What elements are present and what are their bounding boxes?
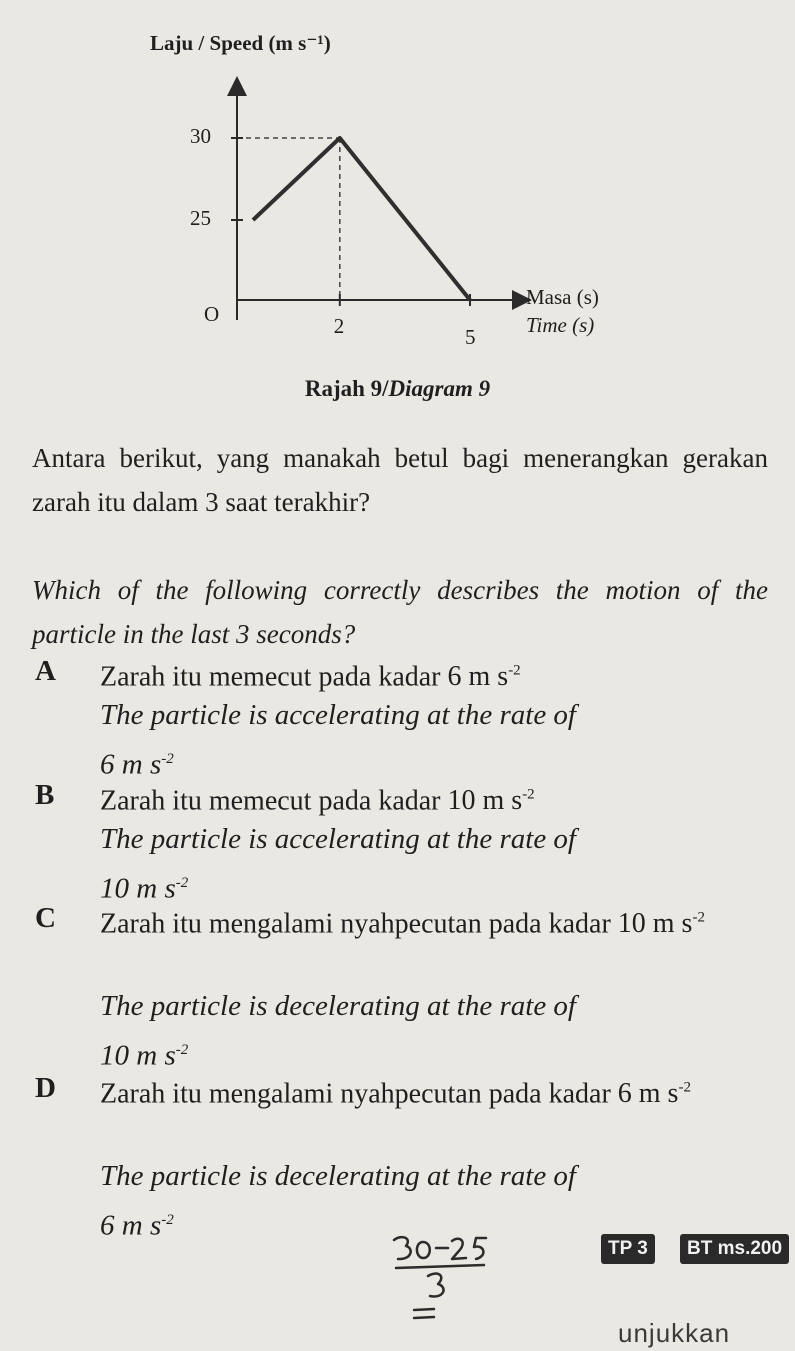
option-a-text-ms: Zarah itu memecut pada kadar 6 m $s^{-2}$	[100, 661, 521, 693]
handwritten-working	[388, 1232, 498, 1327]
tp-level-badge: TP 3	[601, 1234, 655, 1264]
speed-series-line	[253, 138, 470, 300]
option-d-letter: D	[35, 1072, 56, 1104]
y-tick-label-30: 30	[190, 124, 211, 148]
caption-ms: Rajah 9	[304, 376, 383, 401]
option-a-text-en: The particle is accelerating at the rate of 6 m $s^{-2}$	[100, 699, 576, 781]
option-d-text-en: The particle is decelerating at the rate of 6 m $s^{-2}$	[100, 1160, 576, 1242]
option-b-text-en: The particle is accelerating at the rate of 10 m $s^{-2}$	[100, 823, 576, 905]
y-axis-title: Laju / Speed (m s⁻¹)	[150, 31, 331, 55]
option-b-text-ms: Zarah itu memecut pada kadar 10 m $s^{-2}$	[100, 785, 535, 817]
speed-time-graph	[150, 30, 650, 375]
diagram-caption	[0, 376, 795, 402]
option-a-letter: A	[35, 655, 56, 687]
x-tick-label-5: 5	[465, 325, 476, 349]
x-tick-label-2: 2	[333, 314, 345, 338]
x-axis-title-ms: Masa (s)	[526, 285, 599, 309]
caption-separator: /	[382, 376, 389, 401]
cut-off-footer-word: unjukkan	[618, 1318, 731, 1348]
question-text-ms: Antara berikut, yang manakah betul bagi menerangkan gerakan zarah itu dalam 3 saat terakhir?	[32, 443, 768, 517]
option-c-text-ms: Zarah itu mengalami nyahpecutan pada kadar 10 m $s^{-2}$	[100, 908, 705, 940]
question-text-en: Which of the following correctly describes the motion of the particle in the last 3 seconds?	[32, 575, 768, 649]
x-axis-title-en: Time (s)	[526, 313, 595, 337]
caption-en: Diagram 9	[388, 376, 491, 401]
axis-ticks	[231, 138, 470, 306]
option-c-letter: C	[35, 902, 56, 934]
origin-label: O	[204, 302, 220, 326]
textbook-page-badge: BT ms.200	[680, 1234, 789, 1264]
option-c-text-en: The particle is decelerating at the rate of 10 m $s^{-2}$	[100, 990, 576, 1072]
option-b-letter: B	[35, 779, 55, 811]
y-tick-label-25: 25	[190, 206, 211, 230]
option-d-text-ms: Zarah itu mengalami nyahpecutan pada kadar 6 m $s^{-2}$	[100, 1078, 691, 1110]
